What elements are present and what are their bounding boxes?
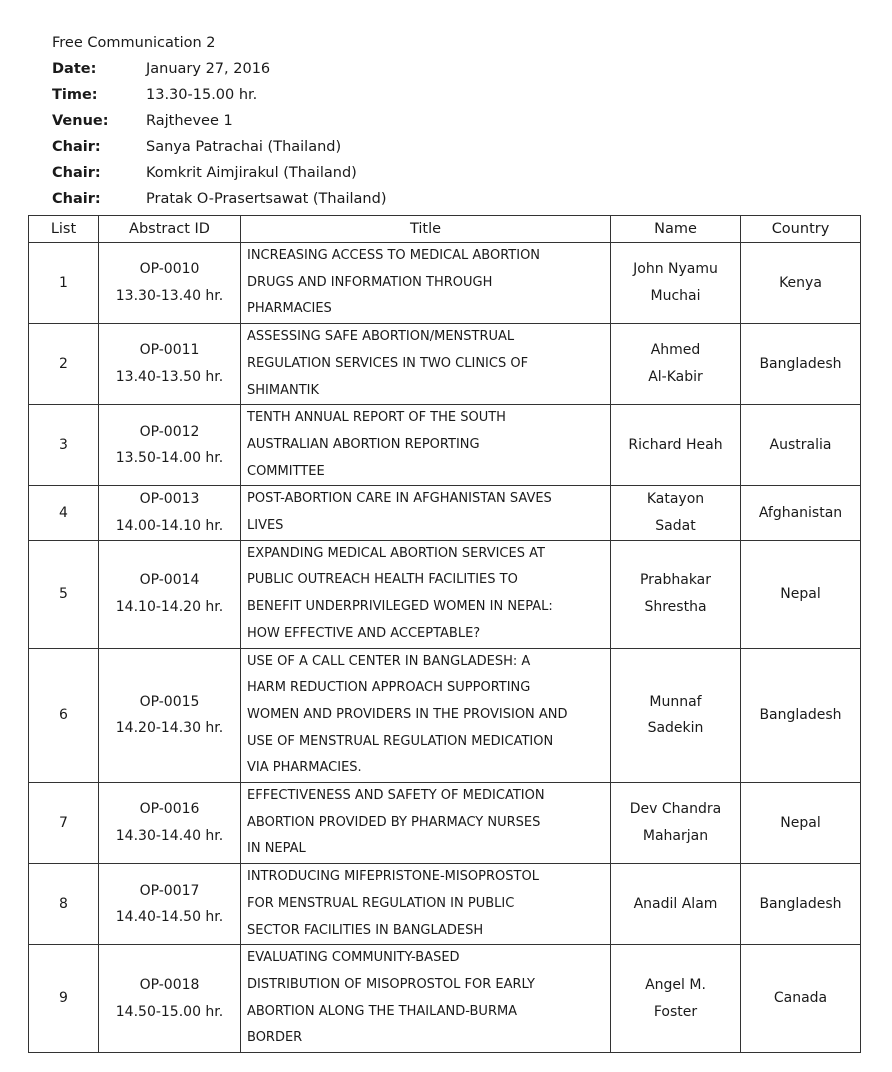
title-line: EXPANDING MEDICAL ABORTION SERVICES AT	[247, 545, 545, 561]
country: Nepal	[780, 814, 821, 831]
title-line: EVALUATING COMMUNITY-BASED	[247, 950, 460, 966]
abstract-time: 14.40-14.50 hr.	[115, 909, 224, 926]
abstract-id: OP-0013	[139, 491, 200, 508]
list-cell	[29, 783, 99, 864]
country-cell	[741, 540, 861, 648]
abstract-id: OP-0010	[139, 261, 200, 278]
presenter-name-line: Richard Heah	[628, 436, 723, 453]
country-cell	[741, 648, 861, 783]
table-row	[29, 864, 861, 945]
abstract-id: OP-0018	[139, 976, 200, 993]
col-header-abstract-id: Abstract ID	[99, 216, 241, 243]
title-line: COMMITTEE	[247, 463, 325, 479]
country-cell	[741, 864, 861, 945]
presenter-name-line: Sadat	[655, 518, 696, 535]
country: Kenya	[779, 274, 822, 291]
name-cell	[611, 405, 741, 486]
table-row	[29, 648, 861, 783]
abstract-id: OP-0016	[139, 801, 200, 818]
col-header-list: List	[29, 216, 99, 243]
col-header-country: Country	[741, 216, 861, 243]
list-cell	[29, 243, 99, 324]
title-line: INCREASING ACCESS TO MEDICAL ABORTION	[247, 248, 541, 263]
country-cell	[741, 243, 861, 324]
abstract-id-cell	[99, 540, 241, 648]
list-cell	[29, 324, 99, 405]
title-line: WOMEN AND PROVIDERS IN THE PROVISION AND	[247, 706, 568, 722]
chair-value-2: Komkrit Aimjirakul (Thailand)	[146, 165, 357, 181]
title-line: USE OF MENSTRUAL REGULATION MEDICATION	[247, 733, 554, 749]
title-line: BORDER	[247, 1030, 303, 1046]
table-body	[29, 243, 861, 1053]
name-cell	[611, 648, 741, 783]
title-line: EFFECTIVENESS AND SAFETY OF MEDICATION	[247, 788, 545, 804]
title-cell	[241, 783, 611, 864]
title-cell	[241, 648, 611, 783]
list-number: 5	[59, 585, 68, 602]
title-line: HOW EFFECTIVE AND ACCEPTABLE?	[247, 625, 481, 641]
title-line: DRUGS AND INFORMATION THROUGH	[247, 274, 493, 290]
chair-row-2	[52, 160, 386, 186]
table-row	[29, 405, 861, 486]
presenter-name-line: Ahmed	[650, 342, 701, 359]
title-line: SHIMANTIK	[247, 382, 319, 398]
presenter-name-line: Katayon	[646, 491, 705, 508]
table-row	[29, 945, 861, 1053]
time-row	[52, 82, 386, 108]
presenter-name-line: Al-Kabir	[648, 369, 703, 386]
list-cell	[29, 486, 99, 540]
title-line: FOR MENSTRUAL REGULATION IN PUBLIC	[247, 895, 515, 911]
title-line: PUBLIC OUTREACH HEALTH FACILITIES TO	[247, 572, 518, 588]
abstract-id-cell	[99, 243, 241, 324]
country: Nepal	[780, 585, 821, 602]
schedule-table	[28, 215, 861, 1053]
title-cell	[241, 405, 611, 486]
title-cell	[241, 864, 611, 945]
country: Bangladesh	[759, 355, 842, 372]
list-number: 9	[59, 990, 68, 1007]
country-cell	[741, 783, 861, 864]
list-cell	[29, 945, 99, 1053]
table-row	[29, 324, 861, 405]
time-value: 13.30-15.00 hr.	[146, 87, 258, 103]
title-line: PHARMACIES	[247, 301, 332, 317]
title-line: REGULATION SERVICES IN TWO CLINICS OF	[247, 355, 529, 371]
table-row	[29, 540, 861, 648]
session-title: Free Communication 2	[52, 35, 216, 51]
title-line: ASSESSING SAFE ABORTION/MENSTRUAL	[247, 329, 515, 345]
abstract-time: 14.20-14.30 hr.	[115, 720, 224, 737]
abstract-id-cell	[99, 648, 241, 783]
abstract-id: OP-0011	[139, 342, 200, 359]
name-cell	[611, 243, 741, 324]
presenter-name-line: Anadil Alam	[633, 895, 718, 912]
abstract-id-cell	[99, 945, 241, 1053]
venue-label: Venue:	[52, 113, 109, 129]
abstract-id: OP-0012	[139, 423, 200, 440]
title-line: INTRODUCING MIFEPRISTONE-MISOPROSTOL	[247, 869, 539, 885]
title-line: ABORTION ALONG THE THAILAND-BURMA	[247, 1003, 518, 1019]
date-value: January 27, 2016	[146, 61, 271, 77]
list-number: 8	[59, 895, 68, 912]
country-cell	[741, 324, 861, 405]
chair-row-3	[52, 186, 386, 212]
presenter-name-line: Foster	[653, 1003, 698, 1020]
name-cell	[611, 945, 741, 1053]
title-line: IN NEPAL	[247, 841, 306, 857]
list-number: 1	[59, 274, 68, 291]
abstract-id-cell	[99, 864, 241, 945]
col-header-name: Name	[611, 216, 741, 243]
venue-value: Rajthevee 1	[146, 113, 233, 129]
country: Canada	[773, 990, 828, 1007]
abstract-time: 13.30-13.40 hr.	[115, 288, 224, 305]
col-header-title: Title	[241, 216, 611, 243]
abstract-time: 13.40-13.50 hr.	[115, 369, 224, 386]
list-number: 6	[59, 706, 68, 723]
title-line: VIA PHARMACIES.	[247, 760, 362, 776]
date-label: Date:	[52, 61, 97, 77]
presenter-name-line: Maharjan	[642, 828, 709, 845]
venue-row	[52, 108, 386, 134]
session-header	[52, 30, 386, 212]
list-cell	[29, 648, 99, 783]
date-row	[52, 56, 386, 82]
abstract-time: 14.50-15.00 hr.	[115, 1003, 224, 1020]
title-line: AUSTRALIAN ABORTION REPORTING	[247, 436, 480, 452]
table-row	[29, 486, 861, 540]
name-cell	[611, 783, 741, 864]
title-cell	[241, 540, 611, 648]
chair-label-3: Chair:	[52, 191, 101, 207]
title-line: USE OF A CALL CENTER IN BANGLADESH: A	[247, 653, 531, 669]
presenter-name-line: Sadekin	[647, 720, 704, 737]
chair-value-1: Sanya Patrachai (Thailand)	[146, 139, 342, 155]
chair-label-2: Chair:	[52, 165, 101, 181]
country: Afghanistan	[758, 504, 843, 521]
chair-value-3: Pratak O-Prasertsawat (Thailand)	[146, 191, 387, 207]
name-cell	[611, 324, 741, 405]
chair-row-1	[52, 134, 386, 160]
list-cell	[29, 540, 99, 648]
presenter-name-line: Shrestha	[644, 599, 707, 616]
list-number: 3	[59, 436, 68, 453]
country-cell	[741, 486, 861, 540]
title-line: ABORTION PROVIDED BY PHARMACY NURSES	[247, 814, 541, 830]
title-line: BENEFIT UNDERPRIVILEGED WOMEN IN NEPAL:	[247, 599, 553, 615]
country: Bangladesh	[759, 895, 842, 912]
chair-label-1: Chair:	[52, 139, 101, 155]
abstract-id-cell	[99, 324, 241, 405]
title-line: LIVES	[247, 518, 284, 534]
abstract-id-cell	[99, 486, 241, 540]
title-cell	[241, 486, 611, 540]
abstract-time: 13.50-14.00 hr.	[115, 450, 224, 467]
abstract-id: OP-0017	[139, 882, 200, 899]
list-number: 7	[59, 814, 68, 831]
presenter-name-line: John Nyamu	[633, 261, 718, 278]
presenter-name-line: Angel M.	[645, 976, 706, 993]
name-cell	[611, 864, 741, 945]
presenter-name-line: Muchai	[650, 288, 701, 305]
name-cell	[611, 486, 741, 540]
title-line: HARM REDUCTION APPROACH SUPPORTING	[247, 680, 531, 696]
title-line: DISTRIBUTION OF MISOPROSTOL FOR EARLY	[247, 976, 535, 992]
table-row	[29, 243, 861, 324]
abstract-time: 14.10-14.20 hr.	[115, 599, 224, 616]
list-number: 2	[59, 355, 68, 372]
country: Bangladesh	[759, 706, 842, 723]
table-row	[29, 783, 861, 864]
country: Australia	[769, 436, 832, 453]
abstract-id: OP-0014	[139, 572, 200, 589]
list-cell	[29, 864, 99, 945]
abstract-time: 14.30-14.40 hr.	[115, 828, 224, 845]
list-cell	[29, 405, 99, 486]
table-header-row	[29, 216, 861, 243]
country-cell	[741, 405, 861, 486]
country-cell	[741, 945, 861, 1053]
title-cell	[241, 243, 611, 324]
title-line: POST-ABORTION CARE IN AFGHANISTAN SAVES	[247, 491, 552, 507]
time-label: Time:	[52, 87, 98, 103]
title-line: SECTOR FACILITIES IN BANGLADESH	[247, 922, 484, 938]
presenter-name-line: Dev Chandra	[629, 801, 722, 818]
abstract-id: OP-0015	[139, 693, 200, 710]
title-line: TENTH ANNUAL REPORT OF THE SOUTH	[247, 410, 506, 426]
title-cell	[241, 324, 611, 405]
abstract-id-cell	[99, 405, 241, 486]
presenter-name-line: Prabhakar	[639, 572, 712, 589]
abstract-time: 14.00-14.10 hr.	[115, 518, 224, 535]
list-number: 4	[59, 504, 68, 521]
name-cell	[611, 540, 741, 648]
abstract-id-cell	[99, 783, 241, 864]
title-cell	[241, 945, 611, 1053]
presenter-name-line: Munnaf	[649, 693, 702, 710]
